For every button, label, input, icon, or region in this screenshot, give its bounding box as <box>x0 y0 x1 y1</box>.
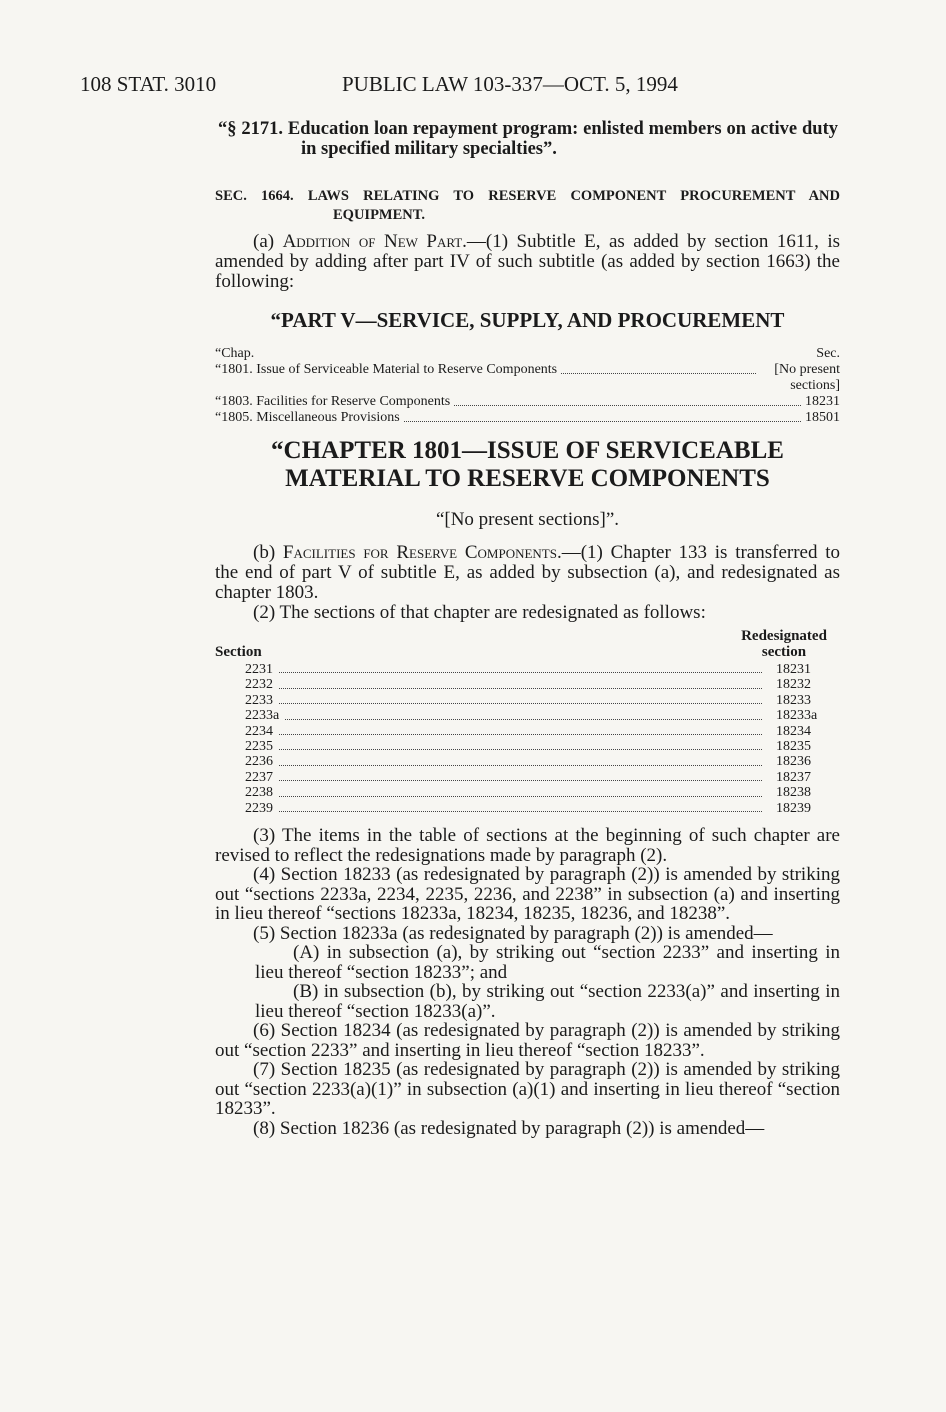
leader-dots <box>454 405 801 406</box>
paragraph-a <box>215 232 840 292</box>
toc-row: “1805. Miscellaneous Provisions 18501 <box>215 410 840 425</box>
table-row: 2239 18239 <box>245 800 811 816</box>
sec-1664-heading: SEC. 1664. LAWS RELATING TO RESERVE COMPONENT PROCUREMENT AND EQUIPMENT. <box>215 188 840 223</box>
table-row: 2231 18231 <box>245 662 811 677</box>
paragraph-a-caption: Addition of New Part <box>282 231 463 252</box>
statute-page-number: 108 STAT. 3010 <box>80 72 217 96</box>
toc-chap-label: “Chap. <box>215 346 255 361</box>
paragraph-3: (3) The items in the table of sections at the beginning of such chapter are revised to reflect the redesignations made by paragraph (2). <box>215 825 840 866</box>
table-row: 2233 18233 <box>245 692 811 708</box>
table-row: 2238 18238 <box>245 785 811 801</box>
section-2171-heading: “§ 2171. Education loan repayment program: enlisted members on active duty in specified military specialties”. <box>218 119 838 159</box>
redesignation-rows <box>215 662 840 816</box>
paragraph-a-text: (a) Addition of New Part.—(1) Subtitle E, as added by section 1611, is amended by adding after part IV of such subtitle (as added by section 1663) the following: <box>215 231 840 292</box>
part-v-heading-block <box>215 308 840 332</box>
no-present-sections-note: “[No present sections]”. <box>435 509 620 530</box>
leader-dots <box>404 421 801 422</box>
toc-sec-label: Sec. <box>816 346 840 361</box>
paragraph-5B: (B) in subsection (b), by striking out “section 2233(a)” and inserting in lieu thereof “section 18233(a)”. <box>255 981 840 1022</box>
leader-dots <box>561 373 756 374</box>
paragraph-6: (6) Section 18234 (as redesignated by paragraph (2)) is amended by striking out “section 2233” and inserting in lieu thereof “section 18233”. <box>215 1020 840 1061</box>
part-v-heading: “PART V—SERVICE, SUPPLY, AND PROCUREMENT <box>270 308 785 332</box>
table-row: 2234 18234 <box>245 723 811 739</box>
section-2171-heading-block <box>218 120 838 159</box>
sec-1664-heading-block <box>215 187 840 224</box>
paragraph-4: (4) Section 18233 (as redesignated by paragraph (2)) is amended by striking out “sections 2233a, 2234, 2235, 2236, and 2238” in subsection (a) and inserting in lieu thereof “sections 18233a, 18234, 18235, 18236, and 18238”. <box>215 864 840 924</box>
paragraph-b-text: (b) Facilities for Reserve Components.—(1) Chapter 133 is transferred to the end of part V of subtitle E, as added by subsection (a), and redesignated as chapter 1803. <box>215 542 840 603</box>
toc-row-continuation: sections] <box>790 378 840 393</box>
page-header <box>80 72 880 102</box>
table-row: 2237 18237 <box>245 769 811 785</box>
table-row: 2233a 18233a <box>245 708 818 724</box>
paragraph-b2-text: (2) The sections of that chapter are redesignated as follows: <box>253 602 706 623</box>
redesignation-table <box>215 628 840 816</box>
paragraph-5: (5) Section 18233a (as redesignated by paragraph (2)) is amended— <box>253 922 773 944</box>
toc-row: “1803. Facilities for Reserve Components 18231 <box>215 394 840 409</box>
column-header-redesignated: Redesignated section <box>741 628 827 660</box>
column-header-section: Section <box>215 644 262 660</box>
paragraph-8: (8) Section 18236 (as redesignated by paragraph (2)) is amended— <box>253 1117 765 1139</box>
public-law-citation: PUBLIC LAW 103-337—OCT. 5, 1994 <box>342 72 678 96</box>
chapter-1801-heading: “CHAPTER 1801—ISSUE OF SERVICEABLE MATERIAL TO RESERVE COMPONENTS <box>271 437 784 492</box>
toc-row: “1801. Issue of Serviceable Material to Reserve Components [No present <box>215 362 840 377</box>
chapter-table-of-contents <box>215 346 840 426</box>
toc-column-headers <box>215 346 840 362</box>
paragraph-b-caption: Facilities for Reserve Components <box>282 542 557 563</box>
table-row: 2232 18232 <box>245 677 811 693</box>
paragraph-5A: (A) in subsection (a), by striking out “section 2233” and inserting in lieu thereof “section 18233”; and <box>255 942 840 983</box>
paragraph-7: (7) Section 18235 (as redesignated by paragraph (2)) is amended by striking out “section 2233(a)(1)” in subsection (a)(1) and inserting in lieu thereof “section 18233”. <box>215 1059 840 1119</box>
table-row: 2236 18236 <box>245 754 811 770</box>
redesignation-table-header <box>215 628 840 662</box>
table-row: 2235 18235 <box>245 739 811 755</box>
paragraph-b <box>215 543 840 623</box>
amendment-paragraphs <box>215 826 840 1138</box>
